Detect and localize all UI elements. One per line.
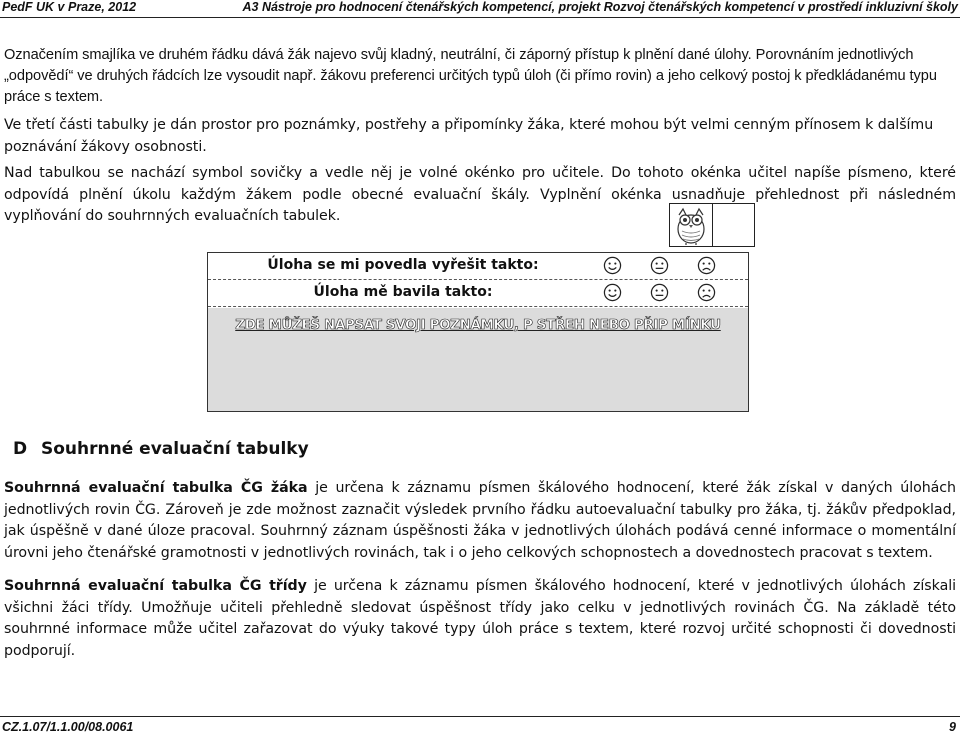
page-header [0,0,960,18]
section-title: Souhrnné evaluační tabulky [41,439,309,459]
student-notes-area[interactable] [208,308,748,411]
smiling-face-icon[interactable] [603,256,622,275]
eval-row-label: Úloha se mi povedla vyřešit takto: [267,257,539,273]
section-heading [13,439,309,459]
footer-project-code: CZ.1.07/1.1.00/08.0061 [2,720,134,734]
teacher-grade-box [669,203,755,247]
paragraph-student-summary [4,478,956,564]
term-class-table: Souhrnná evaluační tabulka ČG třídy [4,578,307,594]
paragraph-owl-box: Nad tabulkou se nachází symbol sovičky a vedle něj je volné okénko pro učitele. Do tohoto okénka učitel napíše písmeno, které odpovídá plnění úkolu každým žákem podle obecné evaluační škály. Vyplnění okénka usnadňuje přehlednost při následném vyplňování do souhrnných evaluačních tabulek. [4,165,956,224]
page-footer [0,716,960,736]
smiley-options [603,256,716,275]
section-letter: D [13,439,28,459]
paragraph-text: je určena k záznamu písmen škálového hodnocení, které v jednotlivých úlohách získali všichni žáci třídy. Umožňuje učiteli přehledně sledovat úspěšnost třídy jako celku v jednotlivých rovinách ČG. Na základě této souhrnné informace může učitel zařazovat do výuky takové typy úloh práce s textem, které rozvoj určité schopnosti či dovednosti podporují. [4,578,956,659]
self-evaluation-table [207,252,749,412]
paragraph-text: je určena k záznamu písmen škálového hodnocení, které žák získal v daných úlohách jednotlivých rovin ČG. Zároveň je zde možnost zaznačit výsledek prvního řádku autoevaluační tabulky pro žáka, tj. žákův předpoklad, jak úspěšně v dané úloze pracoval. Souhrnný záznam úspěšnosti žáka v jednotlivých úlohách podává cenné informace o momentální úrovni jeho čtenářské gramotnosti v jednotlivých rovinách, tak i o jeho celkových schopnostech a dovednostech pracovat s textem. [4,480,956,561]
term-student-table: Souhrnná evaluační tabulka ČG žáka [4,480,308,496]
smiley-options [603,283,716,302]
notes-prompt: ZDE MŮŽEŠ NAPSAT SVOJI POZNÁMKU, P STŘEH NEBO PŘIP MÍNKU [235,317,721,333]
paragraph-smiley-row: Označením smajlíka ve druhém řádku dává žák najevo svůj kladný, neutrální, či záporný přístup k plnění dané úlohy. Porovnáním jednotlivých „odpovědí“ ve druhých řádcích lze vysoudit např. žákovu preferenci určitých typů úloh (či přímo rovin) a jeho celkový postoj k předkládanému typu práce s textem. [4,47,937,105]
eval-row-label: Úloha mě bavila takto: [313,284,493,300]
eval-row-enjoyment [208,280,748,307]
owl-icon [670,204,712,246]
neutral-face-icon[interactable] [650,283,669,302]
page-number: 9 [949,720,956,734]
teacher-grade-cell[interactable] [712,204,755,246]
eval-row-success [208,253,748,280]
paragraph-class-summary [4,576,956,662]
frowning-face-icon[interactable] [697,283,716,302]
header-institution: PedF UK v Praze, 2012 [2,0,137,14]
frowning-face-icon[interactable] [697,256,716,275]
neutral-face-icon[interactable] [650,256,669,275]
paragraph-notes-section: Ve třetí části tabulky je dán prostor pro poznámky, postřehy a připomínky žáka, které mohou být velmi cenným přínosem k dalšímu poznávání žákovy osobnosti. [4,117,934,155]
header-project-title: A3 Nástroje pro hodnocení čtenářských kompetencí, projekt Rozvoj čtenářských kompetencí v prostředí inkluzivní školy [242,0,958,14]
smiling-face-icon[interactable] [603,283,622,302]
